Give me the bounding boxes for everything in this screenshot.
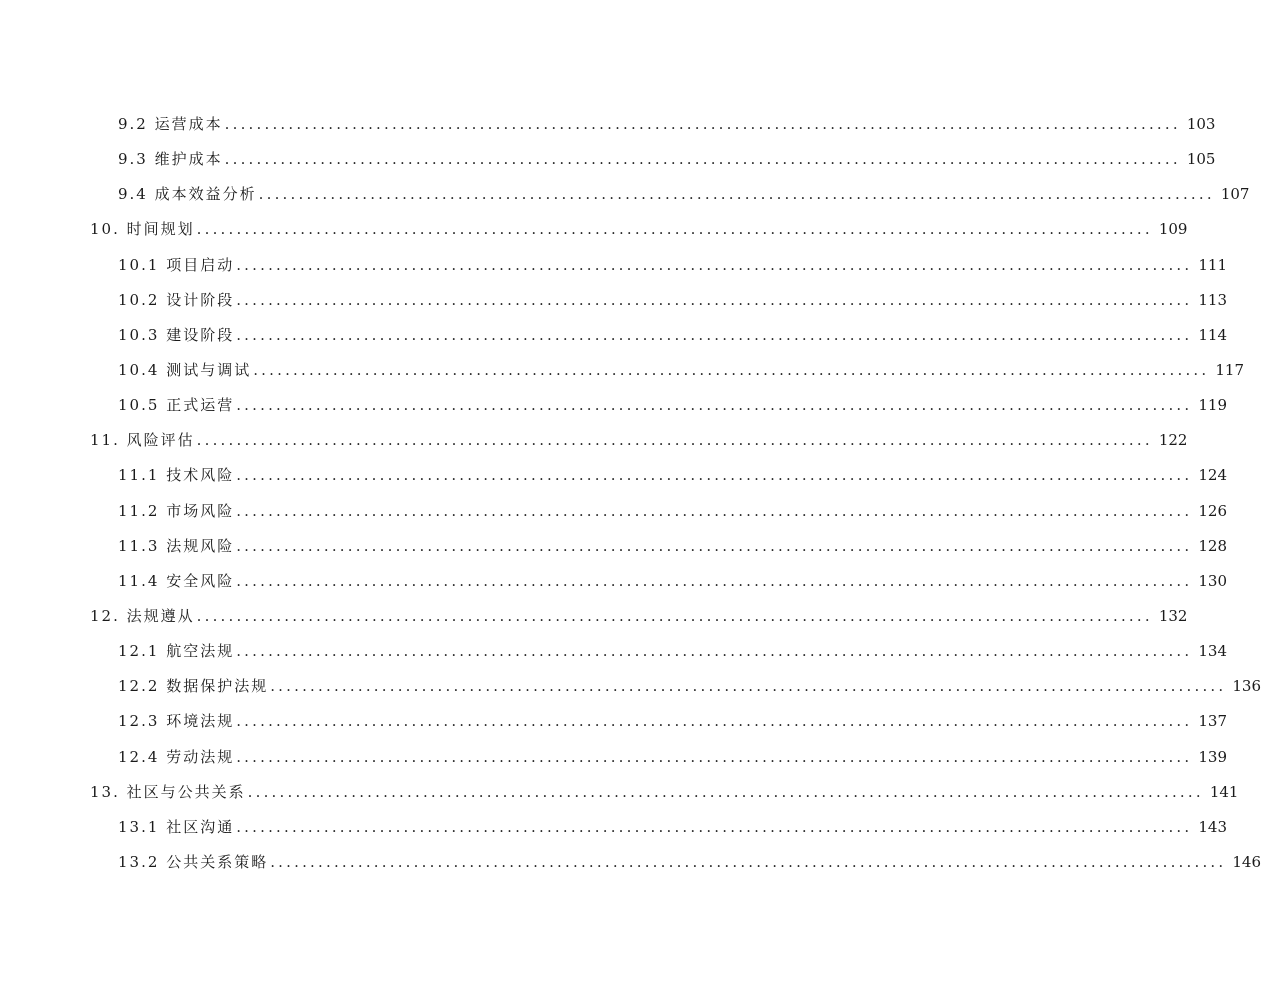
toc-entry-title: 测试与调试 (166, 360, 252, 379)
table-of-contents (0, 107, 1262, 880)
toc-entry-number: 10.4 (118, 360, 160, 379)
toc-entry-number: 10.1 (118, 255, 160, 274)
toc-dot-leader: ........................................................................................................................ (270, 677, 1227, 696)
toc-entry-title: 维护成本 (154, 150, 223, 169)
toc-entry-number: 13. (90, 782, 120, 801)
toc-dot-leader: ........................................................................................................................ (247, 782, 1204, 801)
toc-page-number: 143 (1198, 817, 1228, 836)
toc-dot-leader: ........................................................................................................................ (258, 185, 1215, 204)
toc-entry[interactable] (0, 599, 1188, 634)
toc-entry-title: 风险评估 (126, 431, 195, 450)
toc-entry-label (118, 142, 223, 177)
toc-entry-label (118, 634, 234, 669)
toc-page-number: 139 (1198, 747, 1228, 766)
toc-entry[interactable] (0, 810, 1228, 845)
toc-page-number: 103 (1186, 115, 1216, 133)
toc-entry[interactable] (0, 423, 1188, 458)
toc-entry-spacer (148, 150, 155, 168)
toc-entry-number: 12.4 (118, 747, 160, 766)
toc-entry-label (118, 704, 234, 739)
toc-entry[interactable] (0, 248, 1228, 283)
toc-entry-number: 11. (90, 431, 120, 450)
toc-dot-leader: ........................................................................................................................ (236, 536, 1193, 555)
toc-entry-label (118, 177, 257, 212)
toc-page-number: 130 (1198, 571, 1228, 590)
toc-entry-number: 10.5 (118, 396, 160, 415)
toc-entry-title: 建设阶段 (166, 325, 235, 344)
toc-entry-label (118, 740, 234, 775)
toc-dot-leader: ........................................................................................................................ (236, 642, 1193, 661)
toc-dot-leader: ........................................................................................................................ (236, 396, 1193, 415)
toc-entry-number: 10.3 (118, 325, 160, 344)
toc-entry[interactable] (0, 669, 1262, 704)
toc-entry-title: 正式运营 (166, 396, 235, 415)
toc-entry-number: 12.1 (118, 642, 160, 661)
toc-dot-leader: ........................................................................................................................ (224, 150, 1181, 169)
toc-entry-number: 12. (90, 606, 120, 625)
toc-entry-spacer (148, 185, 155, 203)
toc-entry[interactable] (0, 564, 1228, 599)
toc-entry-number: 12.3 (118, 712, 160, 731)
toc-entry-number: 13.1 (118, 817, 160, 836)
toc-entry[interactable] (0, 318, 1228, 353)
toc-page-number: 132 (1158, 606, 1188, 625)
toc-entry-title: 运营成本 (154, 115, 223, 133)
toc-entry-number: 9.2 (118, 115, 148, 133)
toc-page-number: 126 (1198, 501, 1228, 520)
toc-dot-leader: ........................................................................................................................ (196, 220, 1153, 239)
toc-entry-label (90, 775, 246, 810)
toc-entry[interactable] (0, 494, 1228, 529)
toc-dot-leader: ........................................................................................................................ (236, 747, 1193, 766)
toc-page-number: 117 (1215, 360, 1245, 379)
toc-entry[interactable] (0, 353, 1245, 388)
toc-entry-number: 9.3 (118, 150, 148, 169)
toc-entry-spacer (120, 783, 127, 801)
toc-page-number: 146 (1232, 852, 1262, 871)
toc-entry-title: 项目启动 (166, 255, 235, 274)
toc-entry-label (118, 529, 234, 564)
toc-entry-title: 数据保护法规 (166, 677, 269, 696)
toc-dot-leader: ........................................................................................................................ (236, 255, 1193, 274)
toc-entry[interactable] (0, 704, 1228, 739)
toc-dot-leader: ........................................................................................................................ (196, 431, 1153, 450)
toc-page-number: 128 (1198, 536, 1228, 555)
toc-entry[interactable] (0, 529, 1228, 564)
toc-entry-label (118, 669, 268, 704)
toc-entry-label (90, 212, 195, 247)
toc-dot-leader: ........................................................................................................................ (224, 115, 1181, 133)
toc-page-number: 109 (1158, 220, 1188, 239)
toc-page-number: 134 (1198, 642, 1228, 661)
toc-page-number: 141 (1209, 782, 1239, 801)
toc-entry-title: 社区沟通 (166, 817, 235, 836)
toc-page-number: 113 (1198, 290, 1228, 309)
toc-entry-title: 环境法规 (166, 712, 235, 731)
toc-entry-number: 11.4 (118, 571, 160, 590)
toc-entry-title: 法规遵从 (126, 606, 195, 625)
toc-entry-title: 设计阶段 (166, 290, 235, 309)
toc-dot-leader: ........................................................................................................................ (236, 466, 1193, 485)
toc-entry-title: 法规风险 (166, 536, 235, 555)
toc-dot-leader: ........................................................................................................................ (236, 290, 1193, 309)
toc-entry[interactable] (0, 142, 1216, 177)
toc-page-number: 114 (1198, 325, 1228, 344)
toc-entry-label (90, 599, 195, 634)
toc-entry-label (118, 845, 268, 880)
toc-entry-label (90, 423, 195, 458)
toc-entry-title: 安全风险 (166, 571, 235, 590)
toc-dot-leader: ........................................................................................................................ (236, 817, 1193, 836)
toc-entry[interactable] (0, 458, 1228, 493)
toc-page-number: 107 (1220, 185, 1250, 204)
toc-entry-label (118, 388, 234, 423)
toc-entry-title: 航空法规 (166, 642, 235, 661)
toc-page-number: 137 (1198, 712, 1228, 731)
toc-entry-title: 劳动法规 (166, 747, 235, 766)
toc-entry-label (118, 248, 234, 283)
toc-entry[interactable] (0, 177, 1250, 212)
toc-entry-title: 市场风险 (166, 501, 235, 520)
toc-dot-leader: ........................................................................................................................ (196, 606, 1153, 625)
toc-entry-label (118, 283, 234, 318)
toc-entry-title: 公共关系策略 (166, 852, 269, 871)
toc-entry-title: 技术风险 (166, 466, 235, 485)
toc-entry-title: 社区与公共关系 (126, 782, 246, 801)
toc-entry-spacer (120, 220, 127, 238)
toc-page-number: 136 (1232, 677, 1262, 696)
toc-entry-number: 13.2 (118, 852, 160, 871)
toc-entry-number: 9.4 (118, 185, 148, 204)
toc-entry-number: 11.1 (118, 466, 160, 485)
toc-dot-leader: ........................................................................................................................ (236, 325, 1193, 344)
toc-entry-number: 10. (90, 220, 120, 239)
toc-entry-spacer (148, 115, 155, 133)
toc-entry-label (118, 810, 234, 845)
toc-entry-label (118, 564, 234, 599)
toc-entry-label (118, 353, 251, 388)
toc-entry-number: 11.2 (118, 501, 160, 520)
toc-entry-label (118, 318, 234, 353)
toc-entry[interactable] (0, 845, 1262, 880)
toc-entry[interactable] (0, 283, 1228, 318)
toc-dot-leader: ........................................................................................................................ (236, 712, 1193, 731)
toc-page-number: 119 (1198, 396, 1228, 415)
toc-entry-number: 11.3 (118, 536, 160, 555)
toc-entry-title: 成本效益分析 (154, 185, 257, 204)
toc-entry[interactable] (0, 107, 1216, 142)
toc-page-number: 111 (1198, 255, 1228, 274)
toc-dot-leader: ........................................................................................................................ (253, 360, 1210, 379)
toc-entry-spacer (120, 607, 127, 625)
toc-page-number: 105 (1186, 150, 1216, 169)
toc-page-number: 124 (1198, 466, 1228, 485)
toc-dot-leader: ........................................................................................................................ (236, 501, 1193, 520)
toc-entry[interactable] (0, 212, 1188, 247)
toc-entry-label (118, 107, 223, 142)
toc-entry-number: 12.2 (118, 677, 160, 696)
toc-dot-leader: ........................................................................................................................ (236, 571, 1193, 590)
toc-entry-number: 10.2 (118, 290, 160, 309)
toc-entry-spacer (120, 431, 127, 449)
toc-entry[interactable] (0, 740, 1228, 775)
toc-entry-title: 时间规划 (126, 220, 195, 239)
toc-dot-leader: ........................................................................................................................ (270, 852, 1227, 871)
toc-entry[interactable] (0, 775, 1239, 810)
toc-entry-label (118, 494, 234, 529)
toc-entry[interactable] (0, 388, 1228, 423)
toc-entry[interactable] (0, 634, 1228, 669)
toc-entry-label (118, 458, 234, 493)
toc-page-number: 122 (1158, 431, 1188, 450)
